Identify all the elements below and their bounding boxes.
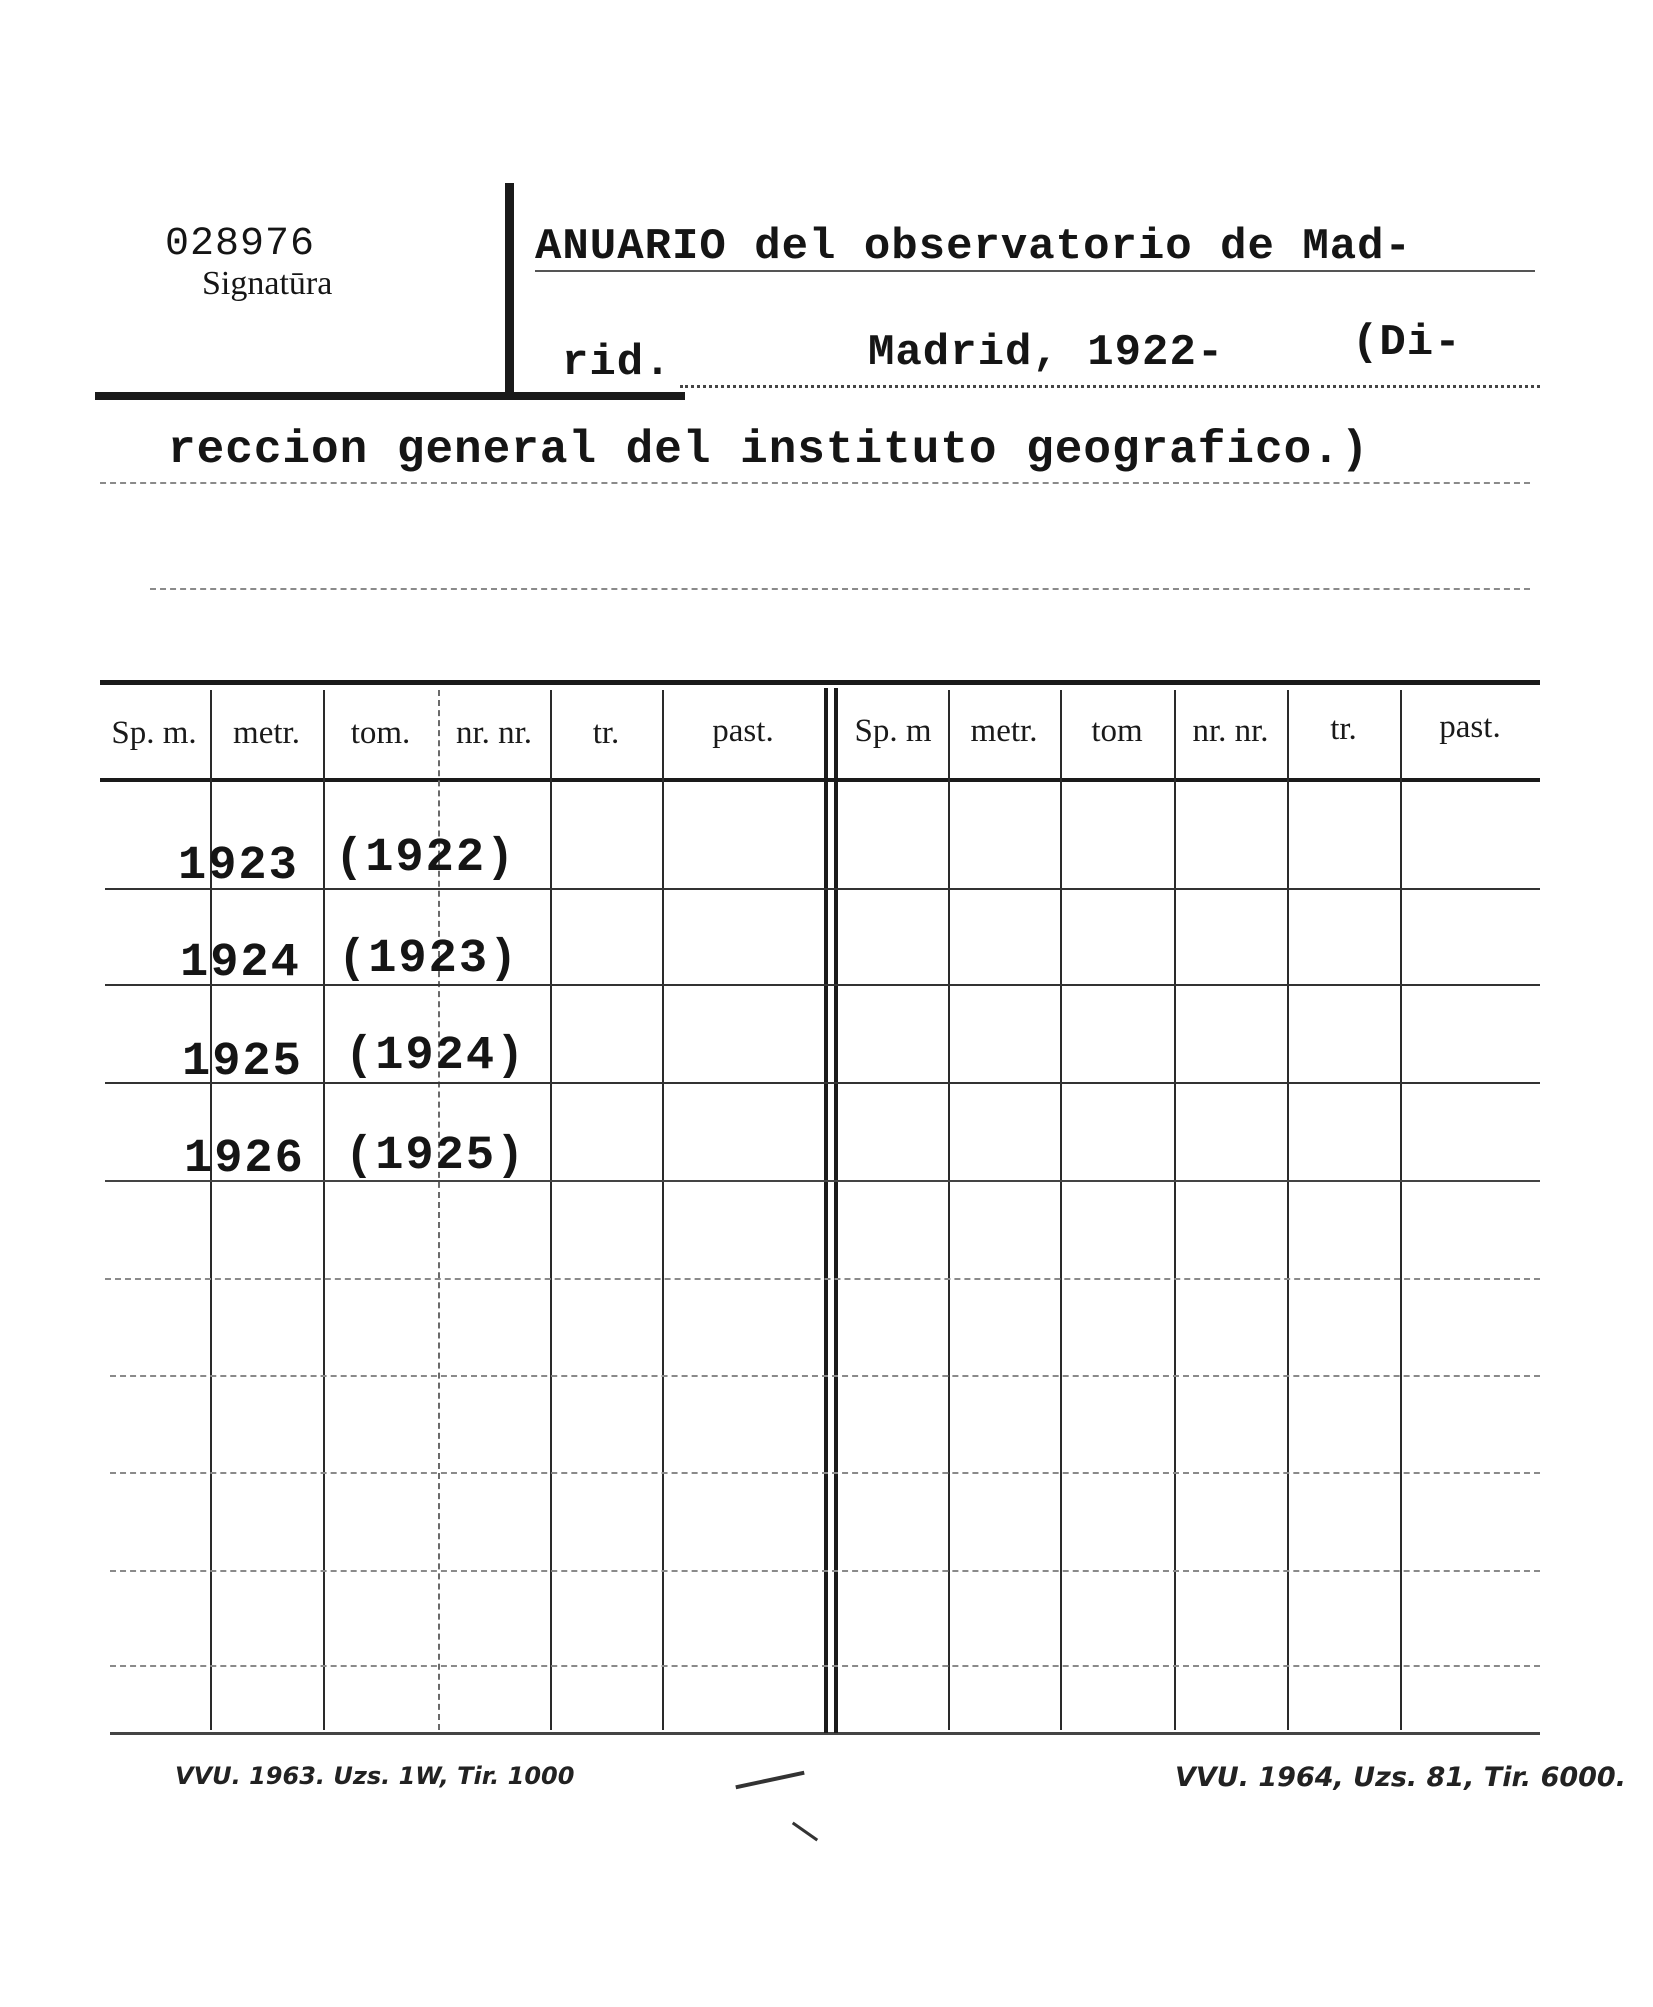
col-divider bbox=[550, 690, 552, 1730]
entry-volume: (1922) bbox=[335, 832, 517, 885]
header-nr-nr-right: nr. nr. bbox=[1192, 713, 1269, 749]
row-rule bbox=[105, 1082, 1540, 1084]
row-rule bbox=[105, 1180, 1540, 1182]
header-rule bbox=[95, 392, 685, 400]
row-rule bbox=[105, 1278, 1540, 1280]
title-line-3: reccion general del instituto geografico.) bbox=[168, 424, 1370, 476]
row-rule bbox=[110, 1665, 1540, 1667]
header-past-right: past. bbox=[1439, 709, 1501, 745]
entry-year: 1923 bbox=[178, 840, 299, 893]
col-divider bbox=[1287, 690, 1289, 1730]
header-sp-m: Sp. m. bbox=[111, 715, 197, 751]
blank-line-1 bbox=[150, 588, 1530, 590]
col-divider bbox=[1174, 690, 1176, 1730]
row-rule bbox=[105, 984, 1540, 986]
entry-year: 1926 bbox=[184, 1133, 305, 1186]
title-underline-3 bbox=[100, 482, 1530, 484]
header-nr-nr: nr. nr. bbox=[455, 715, 533, 751]
header-past: past. bbox=[712, 713, 774, 749]
title-line-1: ANUARIO del observatorio de Mad- bbox=[535, 222, 1412, 272]
table-top-rule bbox=[100, 680, 1540, 685]
entry-volume: (1923) bbox=[338, 933, 520, 986]
center-divider bbox=[834, 688, 838, 1733]
row-rule bbox=[110, 1570, 1540, 1572]
title-line-2c: (Di- bbox=[1352, 318, 1462, 368]
entry-volume: (1925) bbox=[345, 1130, 527, 1183]
entry-volume: (1924) bbox=[345, 1030, 527, 1083]
header-tr: tr. bbox=[592, 715, 620, 751]
header-tom-right: tom bbox=[1091, 713, 1143, 749]
header-metr-right: metr. bbox=[970, 713, 1038, 749]
header-tr-right: tr. bbox=[1330, 711, 1357, 747]
row-rule bbox=[110, 1375, 1540, 1377]
stray-mark bbox=[792, 1822, 818, 1842]
row-rule bbox=[105, 888, 1540, 890]
title-underline-2 bbox=[680, 385, 1540, 388]
header-metr: metr. bbox=[233, 715, 300, 751]
call-number: 028976 bbox=[165, 222, 316, 267]
title-line-2b: Madrid, 1922- bbox=[868, 328, 1225, 378]
stray-mark bbox=[735, 1771, 804, 1789]
center-divider bbox=[824, 688, 828, 1733]
entry-year: 1925 bbox=[182, 1036, 303, 1089]
header-divider bbox=[505, 183, 514, 393]
header-sp-m-right: Sp. m bbox=[854, 713, 932, 749]
signatura-label: Signatūra bbox=[202, 265, 333, 302]
title-line-2a: rid. bbox=[562, 338, 672, 388]
col-divider bbox=[1060, 690, 1062, 1730]
col-divider bbox=[323, 690, 325, 1730]
col-divider bbox=[1400, 690, 1402, 1730]
col-divider bbox=[662, 690, 664, 1730]
table-header-rule bbox=[100, 778, 1540, 782]
footer-note-left: VVU. 1963. Uzs. 1W, Tir. 1000 bbox=[175, 1762, 575, 1790]
footer-note-right: VVU. 1964, Uzs. 81, Tir. 6000. bbox=[1175, 1762, 1626, 1793]
col-divider bbox=[948, 690, 950, 1730]
title-underline-1 bbox=[535, 270, 1535, 272]
row-rule bbox=[110, 1472, 1540, 1474]
entry-year: 1924 bbox=[180, 937, 301, 990]
header-tom: tom. bbox=[350, 715, 411, 751]
